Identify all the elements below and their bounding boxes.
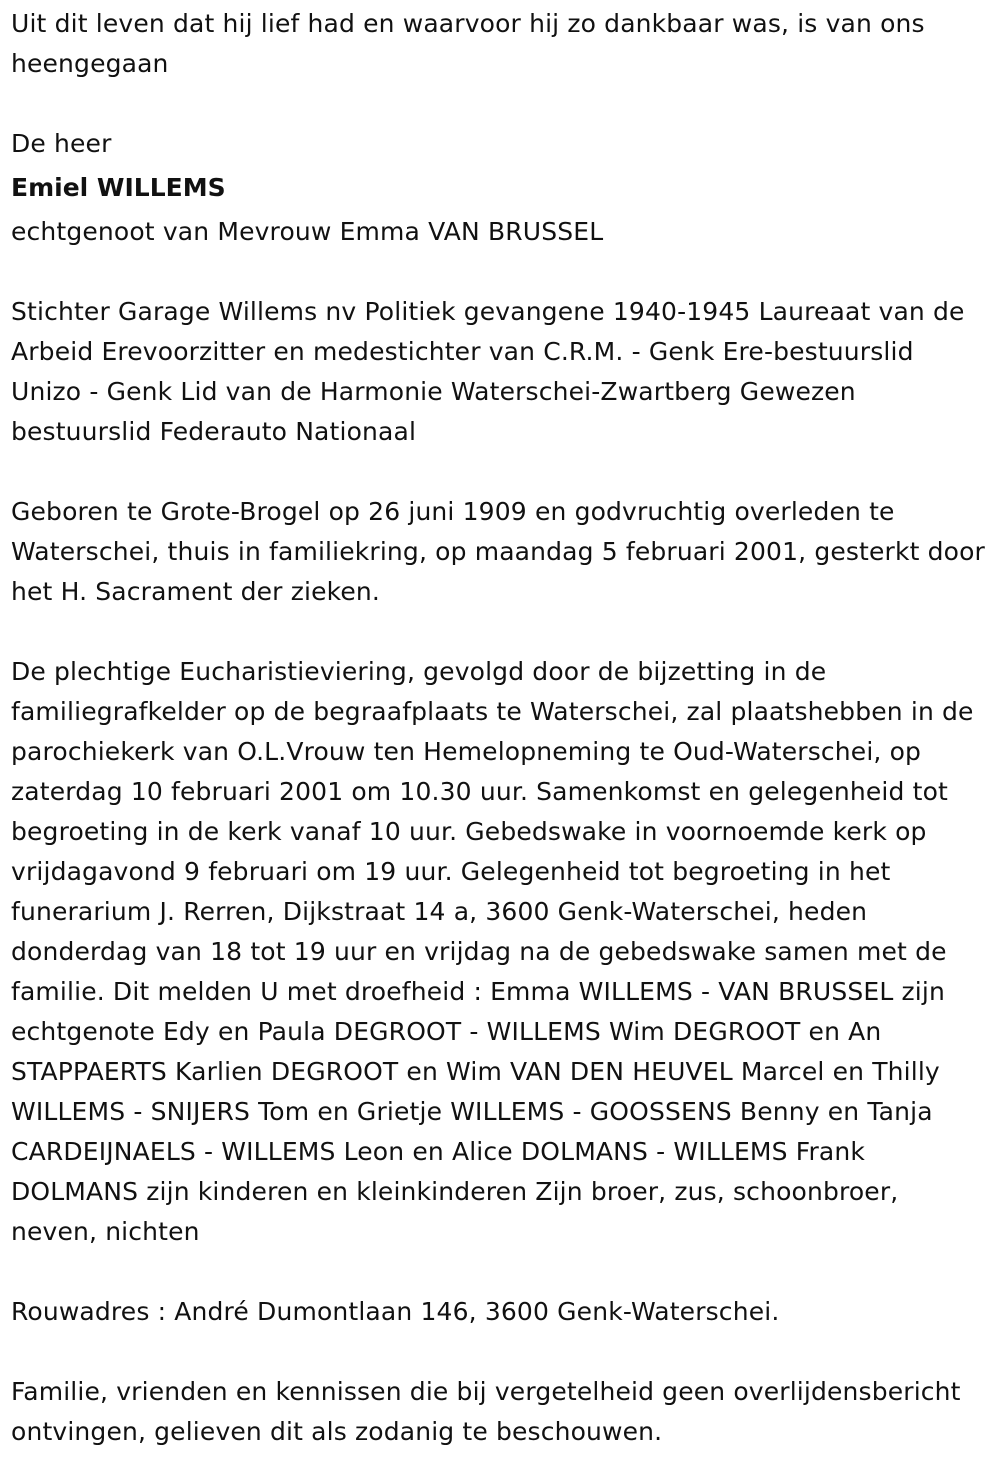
intro-text: Uit dit leven dat hij lief had en waarvoor hij zo dankbaar was, is van ons heengegaan — [11, 9, 933, 78]
deceased-name: Emiel WILLEMS — [11, 173, 226, 202]
closing-paragraph: Familie, vrienden en kennissen die bij vergetelheid geen overlijdensbericht ontvingen, gelieven dit als zodanig te beschouwen. — [11, 1377, 969, 1446]
mourning-address: Rouwadres : André Dumontlaan 146, 3600 Genk-Waterschei. — [11, 1297, 780, 1326]
titles-paragraph: Stichter Garage Willems nv Politiek gevangene 1940-1945 Laureaat van de Arbeid Erevoorzitter en medestichter van C.R.M. - Genk Ere-bestuurslid Unizo - Genk Lid van de Harmonie Waterschei-Zwartberg Gewezen bestuurslid Federauto Nationaal — [11, 297, 973, 446]
ceremony-paragraph: De plechtige Eucharistieviering, gevolgd door de bijzetting in de familiegrafkelder op de begraafplaats te Waterschei, zal plaatshebben in de parochiekerk van O.L.Vrouw ten Hemelopneming te Oud-Waterschei, op zaterdag 10 februari 2001 om 10.30 uur. Samenkomst en gelegenheid tot begroeting in de kerk vanaf 10 uur. Gebedswake in voornoemde kerk op vrijdagavond 9 februari om 19 uur. Gelegenheid tot begroeting in het funerarium J. Rerren, Dijkstraat 14 a, 3600 Genk-Waterschei, heden donderdag van 18 tot 19 uur en vrijdag na de gebedswake samen met de familie. Dit melden U met droefheid : Emma WILLEMS - VAN BRUSSEL zijn echtgenote Edy en Paula DEGROOT - WILLEMS Wim DEGROOT en An STAPPAERTS Karlien DEGROOT en Wim VAN DEN HEUVEL Marcel en Thilly WILLEMS - SNIJERS Tom en Grietje WILLEMS - GOOSSENS Benny en Tanja CARDEIJNAELS - WILLEMS Leon en Alice DOLMANS - WILLEMS Frank DOLMANS zijn kinderen en kleinkinderen Zijn broer, zus, schoonbroer, neven, nichten — [11, 657, 982, 1246]
birth-death-paragraph: Geboren te Grote-Brogel op 26 juni 1909 en godvruchtig overleden te Waterschei, thuis in familiekring, op maandag 5 februari 2001, gesterkt door het H. Sacrament der zieken. — [11, 497, 994, 606]
spouse-line: echtgenoot van Mevrouw Emma VAN BRUSSEL — [11, 217, 604, 246]
salutation: De heer — [11, 129, 112, 158]
